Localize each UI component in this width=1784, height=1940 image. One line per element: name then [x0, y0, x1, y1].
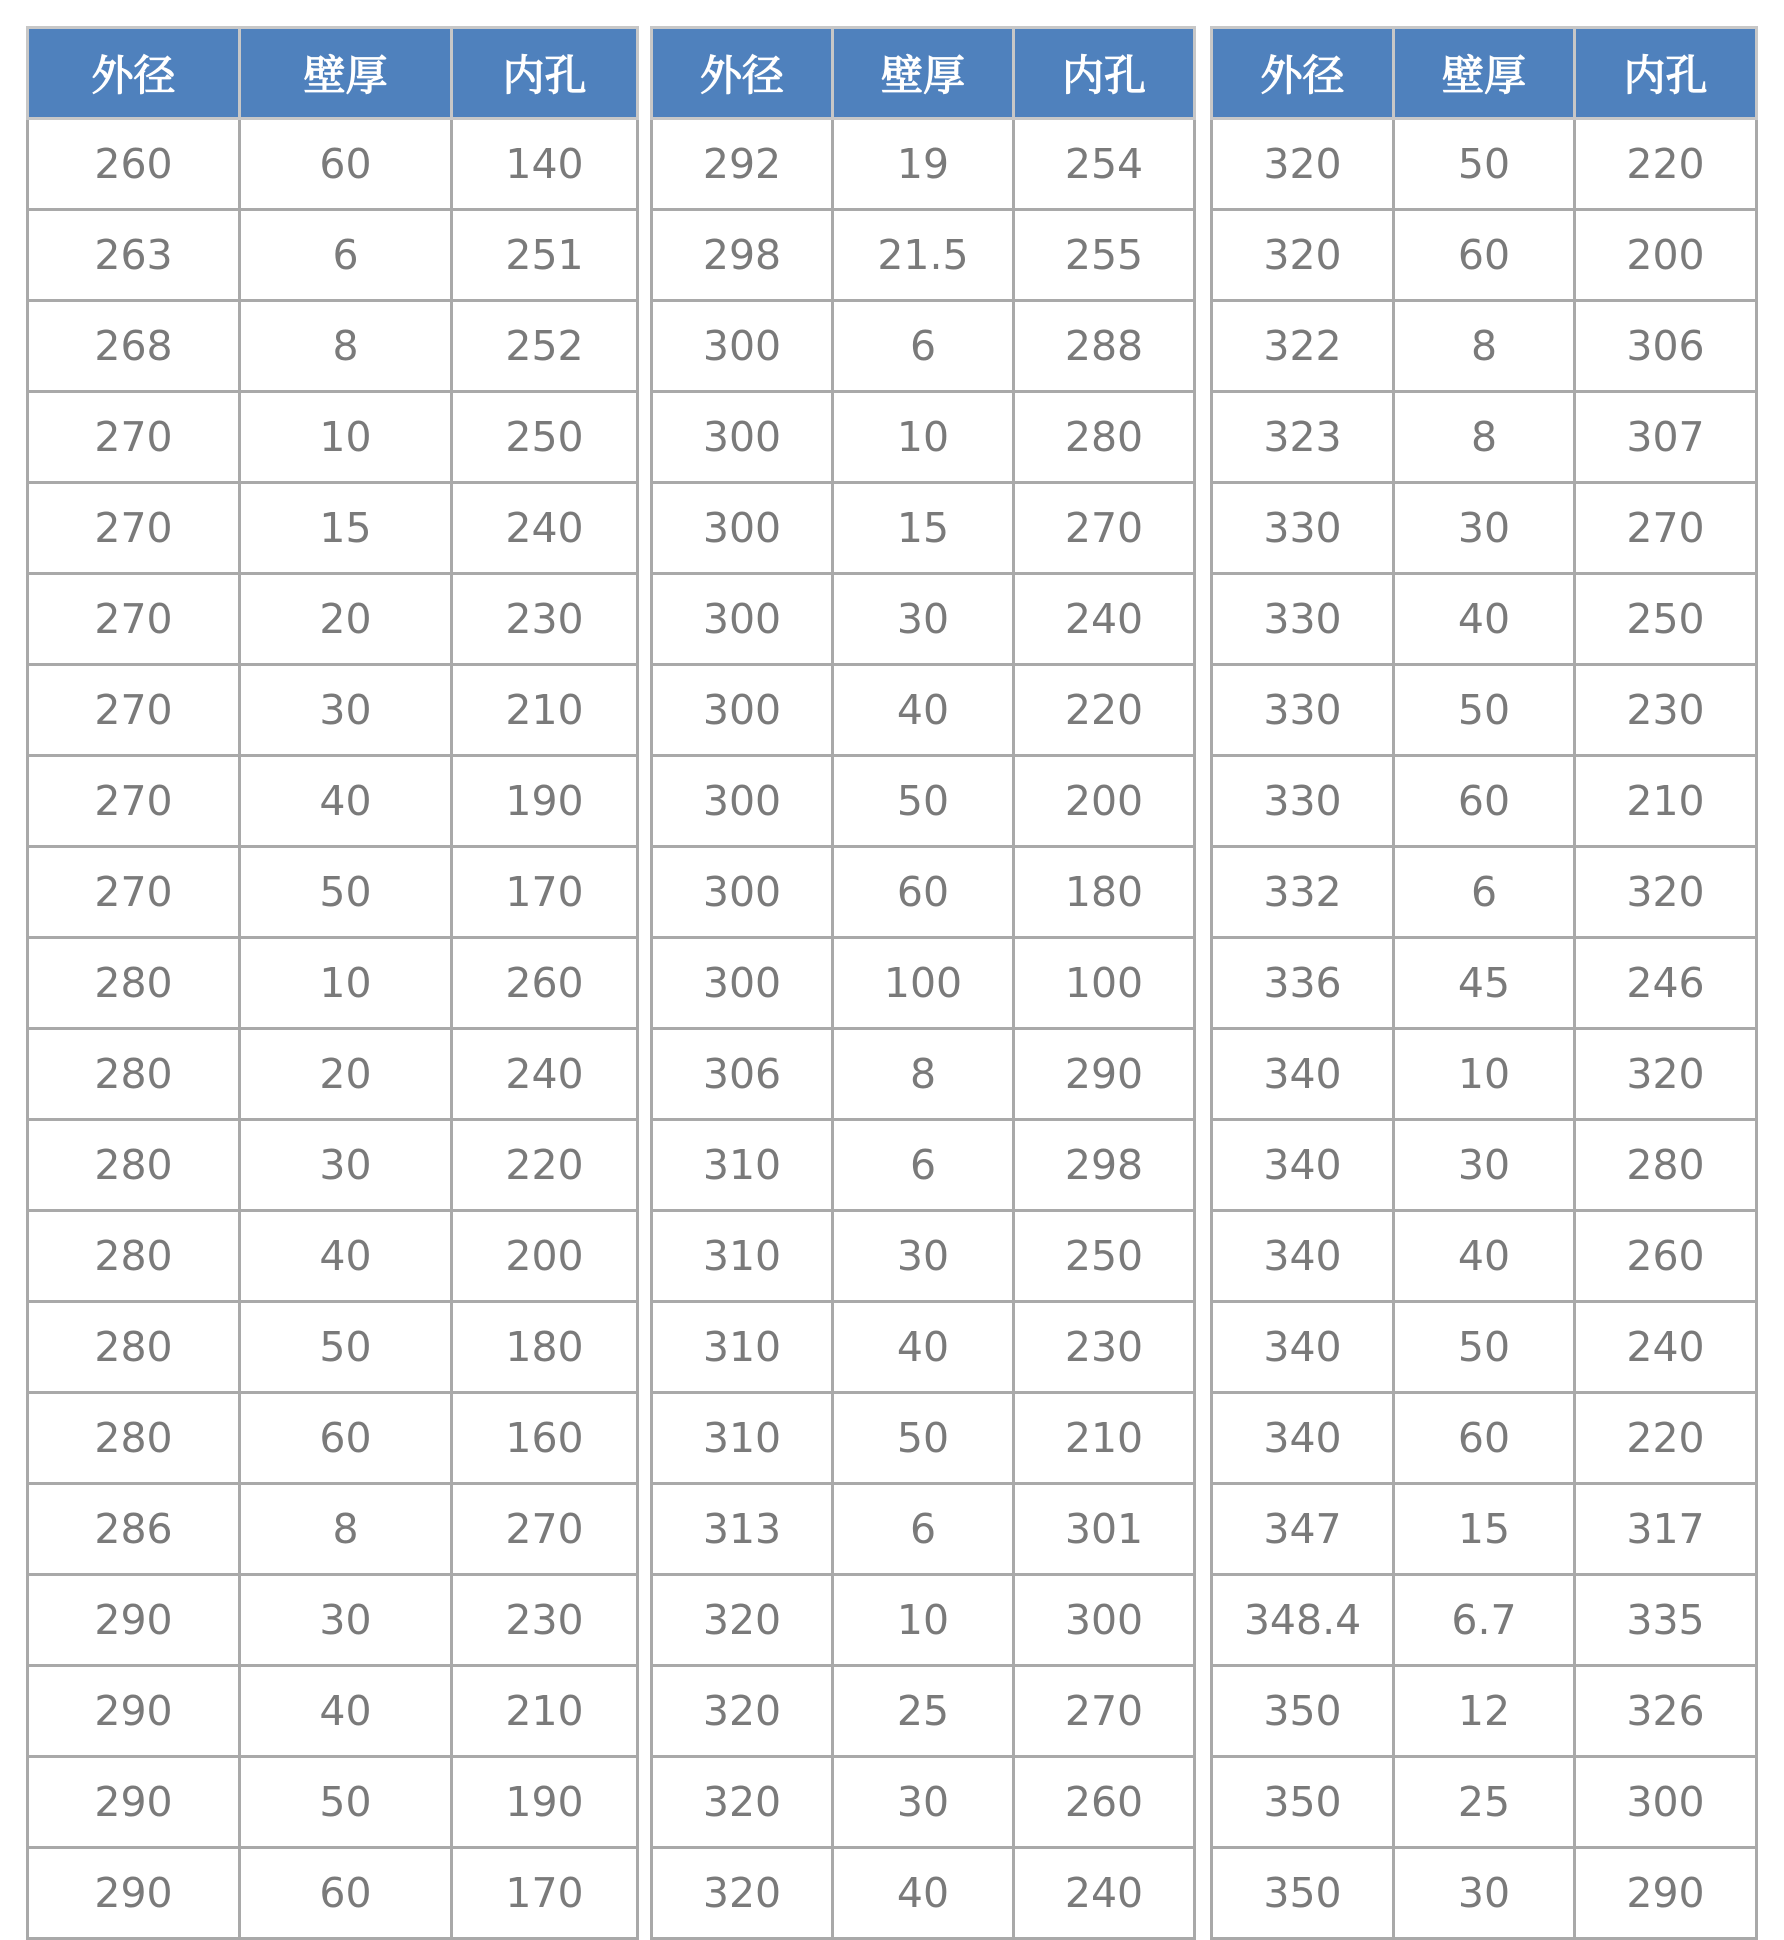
column-header: 内孔: [1014, 28, 1195, 119]
table-cell: 300: [652, 483, 833, 574]
table-row: [1212, 392, 1757, 483]
table-cell: 20: [240, 574, 452, 665]
table-cell: 230: [1575, 665, 1757, 756]
table-cell: 220: [1575, 119, 1757, 210]
table-cell: 320: [652, 1757, 833, 1848]
table-row: [1212, 1120, 1757, 1211]
table-cell: 313: [652, 1484, 833, 1575]
table-row: [652, 756, 1195, 847]
table-row: [652, 1029, 1195, 1120]
table-cell: 340: [1212, 1120, 1394, 1211]
table-cell: 240: [1014, 574, 1195, 665]
table-cell: 50: [833, 756, 1014, 847]
table-cell: 292: [652, 119, 833, 210]
table-cell: 320: [652, 1575, 833, 1666]
table-cell: 170: [452, 1848, 638, 1939]
table-cell: 350: [1212, 1757, 1394, 1848]
table-cell: 8: [1394, 301, 1575, 392]
table-cell: 12: [1394, 1666, 1575, 1757]
table-cell: 260: [452, 938, 638, 1029]
table-cell: 254: [1014, 119, 1195, 210]
table-row: [1212, 1302, 1757, 1393]
table-row: [652, 1757, 1195, 1848]
table-cell: 320: [652, 1848, 833, 1939]
table-cell: 30: [1394, 483, 1575, 574]
table-cell: 280: [28, 1211, 240, 1302]
table-cell: 310: [652, 1393, 833, 1484]
table-cell: 30: [240, 665, 452, 756]
table-cell: 340: [1212, 1302, 1394, 1393]
table-cell: 210: [452, 665, 638, 756]
table-cell: 210: [1014, 1393, 1195, 1484]
table-cell: 260: [1014, 1757, 1195, 1848]
table-cell: 50: [240, 1302, 452, 1393]
table-cell: 8: [240, 301, 452, 392]
table-cell: 40: [1394, 1211, 1575, 1302]
table-row: [1212, 483, 1757, 574]
table-cell: 30: [833, 1211, 1014, 1302]
table-cell: 8: [1394, 392, 1575, 483]
table-cell: 270: [1014, 1666, 1195, 1757]
table-cell: 280: [28, 938, 240, 1029]
table-row: [28, 847, 638, 938]
table-cell: 210: [452, 1666, 638, 1757]
table-cell: 220: [1575, 1393, 1757, 1484]
table-row: [28, 210, 638, 301]
header-row: [652, 28, 1195, 119]
table-cell: 310: [652, 1302, 833, 1393]
table-cell: 300: [652, 665, 833, 756]
table-cell: 25: [1394, 1757, 1575, 1848]
table-row: [652, 938, 1195, 1029]
table-cell: 340: [1212, 1211, 1394, 1302]
table-cell: 280: [1575, 1120, 1757, 1211]
table-cell: 306: [1575, 301, 1757, 392]
table-cell: 20: [240, 1029, 452, 1120]
table-cell: 330: [1212, 665, 1394, 756]
table-cell: 270: [1575, 483, 1757, 574]
table-cell: 30: [1394, 1848, 1575, 1939]
table-row: [28, 301, 638, 392]
table-cell: 10: [833, 392, 1014, 483]
spec-tables: [26, 26, 1758, 1917]
table-cell: 230: [1014, 1302, 1195, 1393]
table-cell: 320: [1212, 210, 1394, 301]
table-cell: 255: [1014, 210, 1195, 301]
table-row: [28, 1848, 638, 1939]
table-cell: 300: [652, 756, 833, 847]
table-cell: 250: [1575, 574, 1757, 665]
table-cell: 250: [1014, 1211, 1195, 1302]
table-row: [28, 1302, 638, 1393]
table-cell: 180: [1014, 847, 1195, 938]
table-cell: 60: [240, 119, 452, 210]
table-cell: 260: [1575, 1211, 1757, 1302]
table-cell: 270: [28, 574, 240, 665]
table-cell: 140: [452, 119, 638, 210]
table-cell: 298: [652, 210, 833, 301]
table-row: [28, 938, 638, 1029]
table-row: [652, 392, 1195, 483]
table-cell: 50: [240, 1757, 452, 1848]
table-row: [652, 1120, 1195, 1211]
table-cell: 280: [28, 1120, 240, 1211]
table-cell: 300: [652, 574, 833, 665]
table-row: [1212, 1484, 1757, 1575]
table-cell: 246: [1575, 938, 1757, 1029]
table-cell: 263: [28, 210, 240, 301]
table-row: [1212, 1211, 1757, 1302]
table-cell: 15: [833, 483, 1014, 574]
table-cell: 240: [452, 483, 638, 574]
table-cell: 21.5: [833, 210, 1014, 301]
table-cell: 60: [1394, 210, 1575, 301]
table-row: [28, 1666, 638, 1757]
table-row: [28, 119, 638, 210]
table-cell: 30: [240, 1575, 452, 1666]
table-cell: 60: [1394, 1393, 1575, 1484]
table-row: [1212, 301, 1757, 392]
table-cell: 332: [1212, 847, 1394, 938]
table-row: [28, 1120, 638, 1211]
table-cell: 50: [240, 847, 452, 938]
table-cell: 251: [452, 210, 638, 301]
table-row: [1212, 119, 1757, 210]
table-cell: 290: [1014, 1029, 1195, 1120]
table-cell: 268: [28, 301, 240, 392]
table-row: [28, 1575, 638, 1666]
table-cell: 40: [833, 1848, 1014, 1939]
table-cell: 170: [452, 847, 638, 938]
table-cell: 200: [1575, 210, 1757, 301]
table-row: [28, 1029, 638, 1120]
table-cell: 300: [652, 301, 833, 392]
table-cell: 220: [452, 1120, 638, 1211]
table-cell: 240: [452, 1029, 638, 1120]
table-cell: 40: [240, 756, 452, 847]
table-row: [652, 847, 1195, 938]
table-row: [28, 483, 638, 574]
table-row: [28, 392, 638, 483]
table-cell: 200: [1014, 756, 1195, 847]
table-cell: 40: [1394, 574, 1575, 665]
column-header: 外径: [652, 28, 833, 119]
table-cell: 322: [1212, 301, 1394, 392]
table-cell: 317: [1575, 1484, 1757, 1575]
table-cell: 320: [1575, 1029, 1757, 1120]
table-row: [652, 301, 1195, 392]
table-row: [652, 210, 1195, 301]
table-cell: 288: [1014, 301, 1195, 392]
table-cell: 335: [1575, 1575, 1757, 1666]
table-cell: 330: [1212, 756, 1394, 847]
table-cell: 310: [652, 1120, 833, 1211]
table-cell: 347: [1212, 1484, 1394, 1575]
table-row: [1212, 1848, 1757, 1939]
table-cell: 240: [1575, 1302, 1757, 1393]
table-cell: 50: [1394, 119, 1575, 210]
table-cell: 260: [28, 119, 240, 210]
table-row: [28, 665, 638, 756]
table-row: [652, 1393, 1195, 1484]
table-cell: 50: [1394, 665, 1575, 756]
table-cell: 320: [652, 1666, 833, 1757]
table-cell: 270: [452, 1484, 638, 1575]
table-cell: 270: [28, 483, 240, 574]
table-cell: 6: [833, 1484, 1014, 1575]
spec-table-2: [650, 26, 1196, 1940]
column-header: 壁厚: [833, 28, 1014, 119]
table-cell: 30: [240, 1120, 452, 1211]
table-cell: 307: [1575, 392, 1757, 483]
table-row: [652, 1666, 1195, 1757]
table-cell: 270: [28, 756, 240, 847]
spec-table-3: [1210, 26, 1758, 1940]
column-header: 内孔: [452, 28, 638, 119]
table-cell: 286: [28, 1484, 240, 1575]
table-cell: 280: [28, 1393, 240, 1484]
table-row: [1212, 756, 1757, 847]
table-cell: 19: [833, 119, 1014, 210]
table-row: [1212, 665, 1757, 756]
table-row: [1212, 1575, 1757, 1666]
table-cell: 6: [1394, 847, 1575, 938]
table-cell: 40: [240, 1211, 452, 1302]
table-cell: 15: [1394, 1484, 1575, 1575]
table-cell: 60: [240, 1848, 452, 1939]
table-cell: 40: [833, 1302, 1014, 1393]
table-cell: 300: [1575, 1757, 1757, 1848]
table-cell: 290: [1575, 1848, 1757, 1939]
table-cell: 330: [1212, 574, 1394, 665]
table-cell: 220: [1014, 665, 1195, 756]
table-cell: 340: [1212, 1393, 1394, 1484]
table-cell: 310: [652, 1211, 833, 1302]
table-cell: 6: [833, 301, 1014, 392]
column-header: 外径: [1212, 28, 1394, 119]
table-cell: 230: [452, 1575, 638, 1666]
table-cell: 50: [1394, 1302, 1575, 1393]
table-cell: 326: [1575, 1666, 1757, 1757]
header-row: [1212, 28, 1757, 119]
table-cell: 250: [452, 392, 638, 483]
table-cell: 30: [833, 574, 1014, 665]
table-cell: 45: [1394, 938, 1575, 1029]
table-row: [28, 1757, 638, 1848]
table-cell: 290: [28, 1666, 240, 1757]
table-row: [1212, 938, 1757, 1029]
table-row: [652, 574, 1195, 665]
table-cell: 160: [452, 1393, 638, 1484]
table-row: [28, 574, 638, 665]
table-cell: 6: [240, 210, 452, 301]
table-cell: 15: [240, 483, 452, 574]
table-row: [1212, 1029, 1757, 1120]
table-row: [652, 1211, 1195, 1302]
table-cell: 270: [28, 392, 240, 483]
table-cell: 40: [833, 665, 1014, 756]
table-cell: 100: [1014, 938, 1195, 1029]
table-cell: 350: [1212, 1666, 1394, 1757]
table-cell: 280: [28, 1029, 240, 1120]
table-cell: 10: [240, 938, 452, 1029]
table-row: [652, 1484, 1195, 1575]
table-cell: 300: [1014, 1575, 1195, 1666]
table-cell: 40: [240, 1666, 452, 1757]
table-row: [1212, 847, 1757, 938]
table-cell: 270: [28, 847, 240, 938]
table-row: [28, 1211, 638, 1302]
table-cell: 210: [1575, 756, 1757, 847]
table-cell: 320: [1575, 847, 1757, 938]
spec-table-1: [26, 26, 639, 1940]
table-cell: 200: [452, 1211, 638, 1302]
table-cell: 270: [28, 665, 240, 756]
table-cell: 8: [240, 1484, 452, 1575]
column-header: 壁厚: [1394, 28, 1575, 119]
column-header: 内孔: [1575, 28, 1757, 119]
table-cell: 25: [833, 1666, 1014, 1757]
table-cell: 6: [833, 1120, 1014, 1211]
table-cell: 10: [833, 1575, 1014, 1666]
table-cell: 6.7: [1394, 1575, 1575, 1666]
table-row: [652, 1575, 1195, 1666]
table-cell: 350: [1212, 1848, 1394, 1939]
table-cell: 306: [652, 1029, 833, 1120]
column-header: 外径: [28, 28, 240, 119]
table-cell: 60: [240, 1393, 452, 1484]
table-cell: 340: [1212, 1029, 1394, 1120]
table-row: [28, 1393, 638, 1484]
table-cell: 323: [1212, 392, 1394, 483]
table-cell: 10: [1394, 1029, 1575, 1120]
table-row: [652, 119, 1195, 210]
table-row: [652, 483, 1195, 574]
table-cell: 348.4: [1212, 1575, 1394, 1666]
column-header: 壁厚: [240, 28, 452, 119]
table-cell: 300: [652, 392, 833, 483]
table-row: [28, 756, 638, 847]
table-cell: 30: [1394, 1120, 1575, 1211]
table-cell: 230: [452, 574, 638, 665]
table-row: [652, 665, 1195, 756]
table-cell: 290: [28, 1575, 240, 1666]
table-cell: 30: [833, 1757, 1014, 1848]
table-cell: 190: [452, 756, 638, 847]
table-cell: 240: [1014, 1848, 1195, 1939]
table-cell: 270: [1014, 483, 1195, 574]
table-cell: 298: [1014, 1120, 1195, 1211]
table-cell: 290: [28, 1757, 240, 1848]
table-cell: 290: [28, 1848, 240, 1939]
table-cell: 180: [452, 1302, 638, 1393]
table-cell: 280: [1014, 392, 1195, 483]
table-cell: 50: [833, 1393, 1014, 1484]
table-cell: 301: [1014, 1484, 1195, 1575]
header-row: [28, 28, 638, 119]
table-cell: 8: [833, 1029, 1014, 1120]
table-cell: 300: [652, 938, 833, 1029]
table-cell: 300: [652, 847, 833, 938]
table-cell: 330: [1212, 483, 1394, 574]
table-row: [1212, 1393, 1757, 1484]
table-cell: 336: [1212, 938, 1394, 1029]
table-row: [1212, 1666, 1757, 1757]
table-cell: 280: [28, 1302, 240, 1393]
table-row: [1212, 574, 1757, 665]
table-cell: 60: [833, 847, 1014, 938]
table-row: [1212, 1757, 1757, 1848]
table-cell: 100: [833, 938, 1014, 1029]
table-row: [652, 1848, 1195, 1939]
table-row: [652, 1302, 1195, 1393]
table-cell: 10: [240, 392, 452, 483]
table-cell: 252: [452, 301, 638, 392]
table-cell: 190: [452, 1757, 638, 1848]
table-cell: 60: [1394, 756, 1575, 847]
table-row: [1212, 210, 1757, 301]
table-cell: 320: [1212, 119, 1394, 210]
table-row: [28, 1484, 638, 1575]
